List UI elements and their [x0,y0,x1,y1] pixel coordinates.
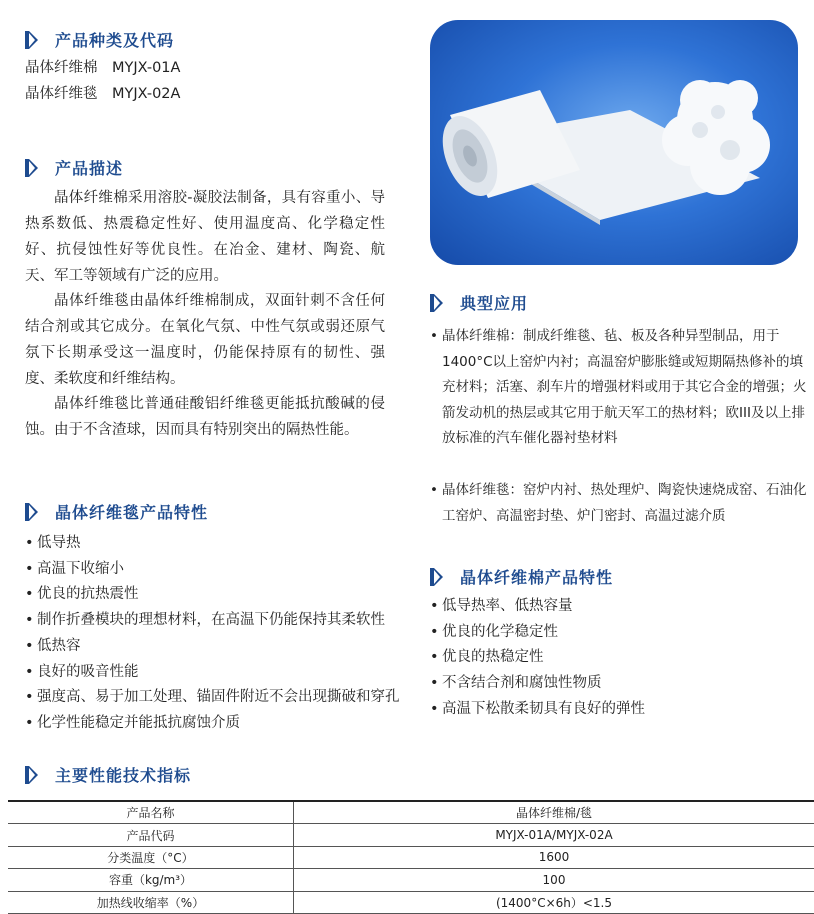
spec-label: 分类温度（°C） [8,846,294,868]
list-item: • 制作折叠模块的理想材料，在高温下仍能保持其柔软性 [25,608,420,634]
list-item: • 低导热 [25,531,420,557]
spec-value: 晶体纤维棉/毯 [294,801,814,824]
list-item: • 不含结合剂和腐蚀性物质 [430,671,800,697]
flag-marker-icon [430,568,444,586]
section-header-codes [25,28,174,51]
section-title: 典型应用 [460,291,528,314]
description-paragraph: 晶体纤维棉采用溶胶-凝胶法制备，具有容重小、导热系数低、热震稳定性好、使用温度高、化学稳定性好、抗侵蚀性好等优良性。在冶金、建材、陶瓷、航天、军工等领域有广泛的应用。 [25,185,385,289]
fiber-roll-and-cotton-illustration [430,20,798,265]
description-paragraph: 晶体纤维毯比普通硅酸铝纤维毯更能抵抗酸碱的侵蚀。由于不含渣球，因而具有特别突出的隔热性能。 [25,391,385,443]
section-title: 产品种类及代码 [55,28,174,51]
table-row [8,869,814,891]
flag-marker-icon [25,159,39,177]
section-title: 晶体纤维棉产品特性 [460,565,613,588]
description-paragraph: 晶体纤维毯由晶体纤维棉制成，双面针刺不含任何结合剂或其它成分。在氧化气氛、中性气氛或弱还原气氛下长期承受这一温度时，仍能保持原有的韧性、强度、柔软度和纤维结构。 [25,288,385,392]
cotton-feature-list [430,594,800,723]
blanket-feature-list [25,531,420,737]
section-header-applications [430,291,528,314]
list-item: • 优良的热稳定性 [430,645,800,671]
application-item: • 晶体纤维毯：窑炉内衬、热处理炉、陶瓷快速烧成窑、石油化工窑炉、高温密封垫、炉门密封、高温过滤介质 [430,478,814,529]
section-header-specs [25,763,191,786]
section-header-cotton-features [430,565,613,588]
section-title: 晶体纤维毯产品特性 [55,500,208,523]
spec-value: 100 [294,869,814,891]
list-item: • 优良的化学稳定性 [430,620,800,646]
spec-value: (1400°C×6h）<1.5 [294,891,814,913]
spec-label: 产品代码 [8,824,294,846]
flag-marker-icon [25,503,39,521]
code-line: 晶体纤维毯 MYJX-02A [25,81,180,107]
flag-marker-icon [25,31,39,49]
list-item: • 低导热率、低热容量 [430,594,800,620]
list-item: • 低热容 [25,634,420,660]
table-row [8,801,814,824]
table-row [8,824,814,846]
application-item: • 晶体纤维棉：制成纤维毯、毡、板及各种异型制品，用于1400°C以上窑炉内衬；高温窑炉膨胀缝或短期隔热修补的填充材料；活塞、刹车片的增强材料或用于其它合金的增强；火箭发动机的热层或其它用于航天军工的热材料；欧III及以上排放标准的汽车催化器衬垫材料 [430,324,814,452]
flag-marker-icon [25,766,39,784]
section-header-description [25,156,123,179]
spec-label: 产品名称 [8,801,294,824]
product-photo [430,20,798,265]
section-header-blanket-features [25,500,208,523]
table-row [8,846,814,868]
spec-label: 加热线收缩率（%） [8,891,294,913]
list-item: • 化学性能稳定并能抵抗腐蚀介质 [25,711,420,737]
table-row [8,891,814,913]
list-item: • 高温下松散柔韧具有良好的弹性 [430,697,800,723]
list-item: • 优良的抗热震性 [25,582,420,608]
list-item: • 高温下收缩小 [25,557,420,583]
spec-label: 容重（kg/m³） [8,869,294,891]
section-title: 产品描述 [55,156,123,179]
flag-marker-icon [430,294,444,312]
spec-table [8,800,814,914]
list-item: • 强度高、易于加工处理、锚固件附近不会出现撕破和穿孔 [25,685,420,711]
code-line: 晶体纤维棉 MYJX-01A [25,55,180,81]
list-item: • 良好的吸音性能 [25,660,420,686]
spec-value: 1600 [294,846,814,868]
section-title: 主要性能技术指标 [55,763,191,786]
spec-value: MYJX-01A/MYJX-02A [294,824,814,846]
